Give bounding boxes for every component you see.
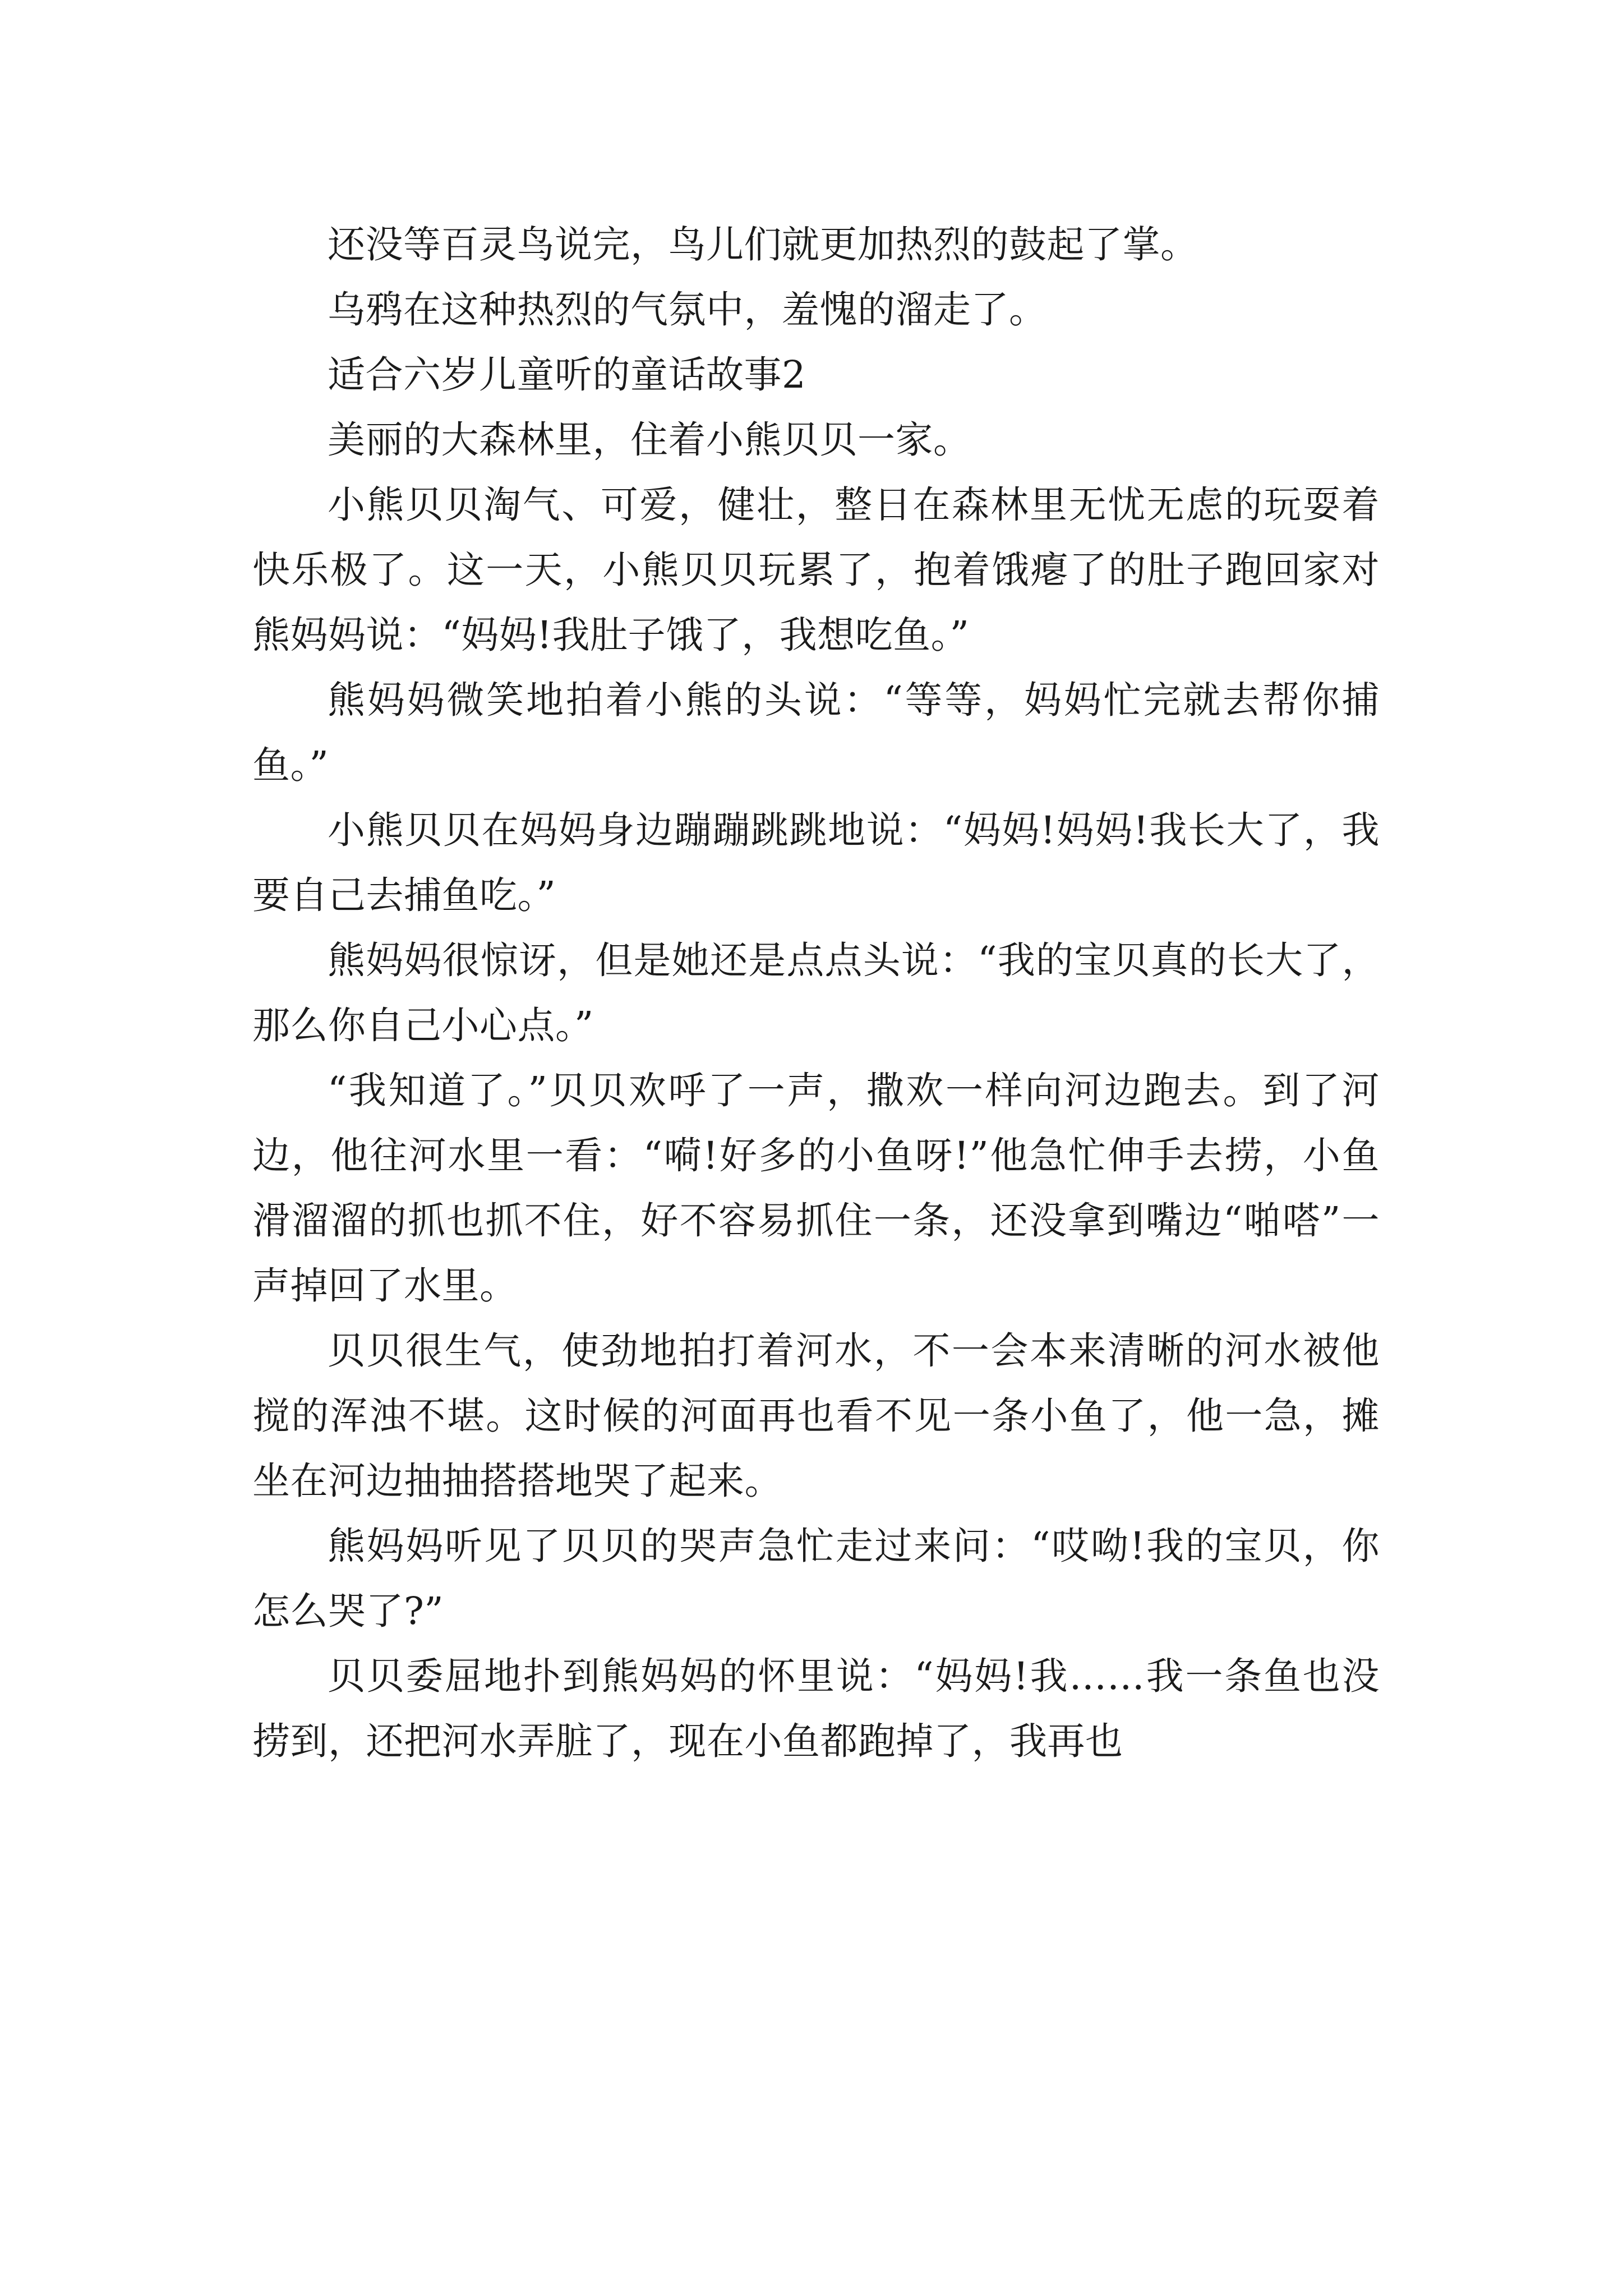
- paragraph: 熊妈妈很惊讶，但是她还是点点头说：“我的宝贝真的长大了，那么你自己小心点。”: [252, 938, 1380, 1047]
- paragraph: 小熊贝贝在妈妈身边蹦蹦跳跳地说：“妈妈!妈妈!我长大了，我要自己去捕鱼吃。”: [252, 808, 1380, 917]
- paragraph: 乌鸦在这种热烈的气氛中，羞愧的溜走了。: [328, 288, 1047, 332]
- paragraph: 熊妈妈微笑地拍着小熊的头说：“等等，妈妈忙完就去帮你捕鱼。”: [252, 678, 1380, 787]
- paragraph: 还没等百灵鸟说完，鸟儿们就更加热烈的鼓起了掌。: [328, 223, 1198, 266]
- paragraph: 贝贝委屈地扑到熊妈妈的怀里说：“妈妈!我……我一条鱼也没捞到，还把河水弄脏了，现在小鱼都跑掉了，我再也: [252, 1654, 1380, 1763]
- document-body: [252, 212, 1380, 1774]
- paragraph: 美丽的大森林里，住着小熊贝贝一家。: [328, 418, 971, 462]
- section-heading: 适合六岁儿童听的童话故事2: [328, 353, 806, 397]
- paragraph: 熊妈妈听见了贝贝的哭声急忙走过来问：“哎呦!我的宝贝，你怎么哭了?”: [252, 1524, 1380, 1633]
- paragraph: 贝贝很生气，使劲地拍打着河水，不一会本来清晰的河水被他搅的浑浊不堪。这时候的河面再也看不见一条小鱼了，他一急，摊坐在河边抽抽搭搭地哭了起来。: [252, 1329, 1380, 1503]
- paragraph: 小熊贝贝淘气、可爱，健壮，整日在森林里无忧无虑的玩耍着快乐极了。这一天，小熊贝贝玩累了，抱着饿瘪了的肚子跑回家对熊妈妈说：“妈妈!我肚子饿了，我想吃鱼。”: [252, 483, 1380, 657]
- paragraph: “我知道了。”贝贝欢呼了一声，撒欢一样向河边跑去。到了河边，他往河水里一看：“嗬!好多的小鱼呀!”他急忙伸手去捞，小鱼滑溜溜的抓也抓不住，好不容易抓住一条，还没拿到嘴边“啪嗒”一声掉回了水里。: [252, 1069, 1380, 1308]
